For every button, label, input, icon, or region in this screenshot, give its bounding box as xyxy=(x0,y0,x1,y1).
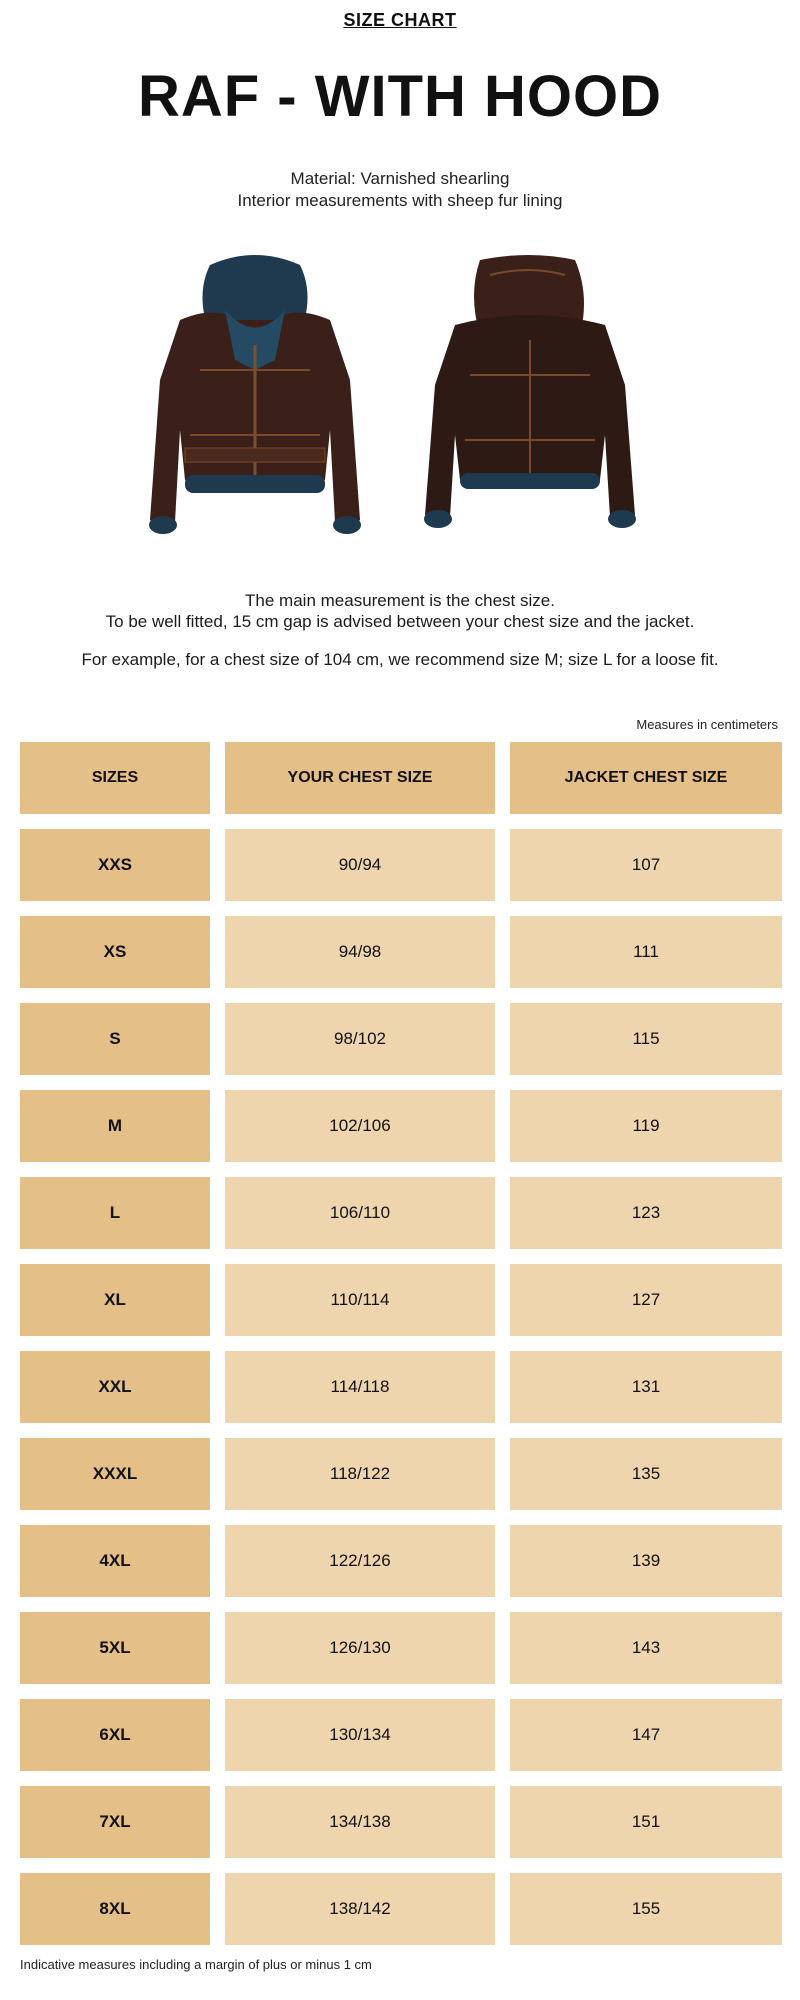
footnote: Indicative measures including a margin of plus or minus 1 cm xyxy=(20,1957,372,1972)
jacket-cell: 135 xyxy=(510,1438,782,1510)
table-header-row xyxy=(20,742,782,814)
table-row xyxy=(20,916,782,988)
table-row xyxy=(20,1786,782,1858)
jacket-cell: 111 xyxy=(510,916,782,988)
size-cell: XXL xyxy=(20,1351,210,1423)
size-chart-eyebrow: SIZE CHART xyxy=(343,10,457,30)
chest-cell: 90/94 xyxy=(225,829,495,901)
advice-line-2: To be well fitted, 15 cm gap is advised between your chest size and the jacket. xyxy=(105,612,695,631)
table-row xyxy=(20,1525,782,1597)
product-images xyxy=(0,250,800,560)
jacket-cell: 143 xyxy=(510,1612,782,1684)
jacket-cell: 147 xyxy=(510,1699,782,1771)
size-cell: 5XL xyxy=(20,1612,210,1684)
chest-cell: 98/102 xyxy=(225,1003,495,1075)
size-cell: XXS xyxy=(20,829,210,901)
table-row xyxy=(20,1177,782,1249)
chest-cell: 126/130 xyxy=(225,1612,495,1684)
jacket-front-image xyxy=(125,250,385,550)
chest-cell: 102/106 xyxy=(225,1090,495,1162)
table-row xyxy=(20,829,782,901)
units-note: Measures in centimeters xyxy=(636,717,778,732)
table-row xyxy=(20,1612,782,1684)
advice-line-1: The main measurement is the chest size. xyxy=(245,591,555,610)
column-header-your-chest: YOUR CHEST SIZE xyxy=(225,742,495,814)
page-title: RAF - WITH HOOD xyxy=(137,64,663,129)
table-row xyxy=(20,1264,782,1336)
column-header-sizes: SIZES xyxy=(20,742,210,814)
chest-cell: 114/118 xyxy=(225,1351,495,1423)
jacket-cell: 131 xyxy=(510,1351,782,1423)
size-cell: XL xyxy=(20,1264,210,1336)
table-row xyxy=(20,1003,782,1075)
size-cell: XS xyxy=(20,916,210,988)
jacket-cell: 119 xyxy=(510,1090,782,1162)
size-cell: 6XL xyxy=(20,1699,210,1771)
jacket-cell: 107 xyxy=(510,829,782,901)
table-row xyxy=(20,1351,782,1423)
table-row xyxy=(20,1090,782,1162)
size-cell: S xyxy=(20,1003,210,1075)
jacket-cell: 155 xyxy=(510,1873,782,1945)
chest-cell: 118/122 xyxy=(225,1438,495,1510)
lining-line: Interior measurements with sheep fur lining xyxy=(237,191,563,210)
size-cell: 4XL xyxy=(20,1525,210,1597)
size-cell: 8XL xyxy=(20,1873,210,1945)
material-info xyxy=(0,168,800,212)
chest-cell: 130/134 xyxy=(225,1699,495,1771)
jacket-cell: 151 xyxy=(510,1786,782,1858)
size-cell: 7XL xyxy=(20,1786,210,1858)
fit-advice xyxy=(0,590,800,632)
size-cell: L xyxy=(20,1177,210,1249)
fit-example: For example, for a chest size of 104 cm, we recommend size M; size L for a loose fit. xyxy=(81,650,719,669)
jacket-cell: 115 xyxy=(510,1003,782,1075)
table-row xyxy=(20,1438,782,1510)
size-cell: M xyxy=(20,1090,210,1162)
chest-cell: 122/126 xyxy=(225,1525,495,1597)
chest-cell: 134/138 xyxy=(225,1786,495,1858)
material-line: Material: Varnished shearling xyxy=(290,169,510,188)
chest-cell: 106/110 xyxy=(225,1177,495,1249)
chest-cell: 94/98 xyxy=(225,916,495,988)
chest-cell: 110/114 xyxy=(225,1264,495,1336)
jacket-cell: 123 xyxy=(510,1177,782,1249)
table-row xyxy=(20,1873,782,1945)
jacket-cell: 127 xyxy=(510,1264,782,1336)
jacket-cell: 139 xyxy=(510,1525,782,1597)
chest-cell: 138/142 xyxy=(225,1873,495,1945)
size-cell: XXXL xyxy=(20,1438,210,1510)
column-header-jacket-chest: JACKET CHEST SIZE xyxy=(510,742,782,814)
table-row xyxy=(20,1699,782,1771)
jacket-back-image xyxy=(410,255,650,545)
